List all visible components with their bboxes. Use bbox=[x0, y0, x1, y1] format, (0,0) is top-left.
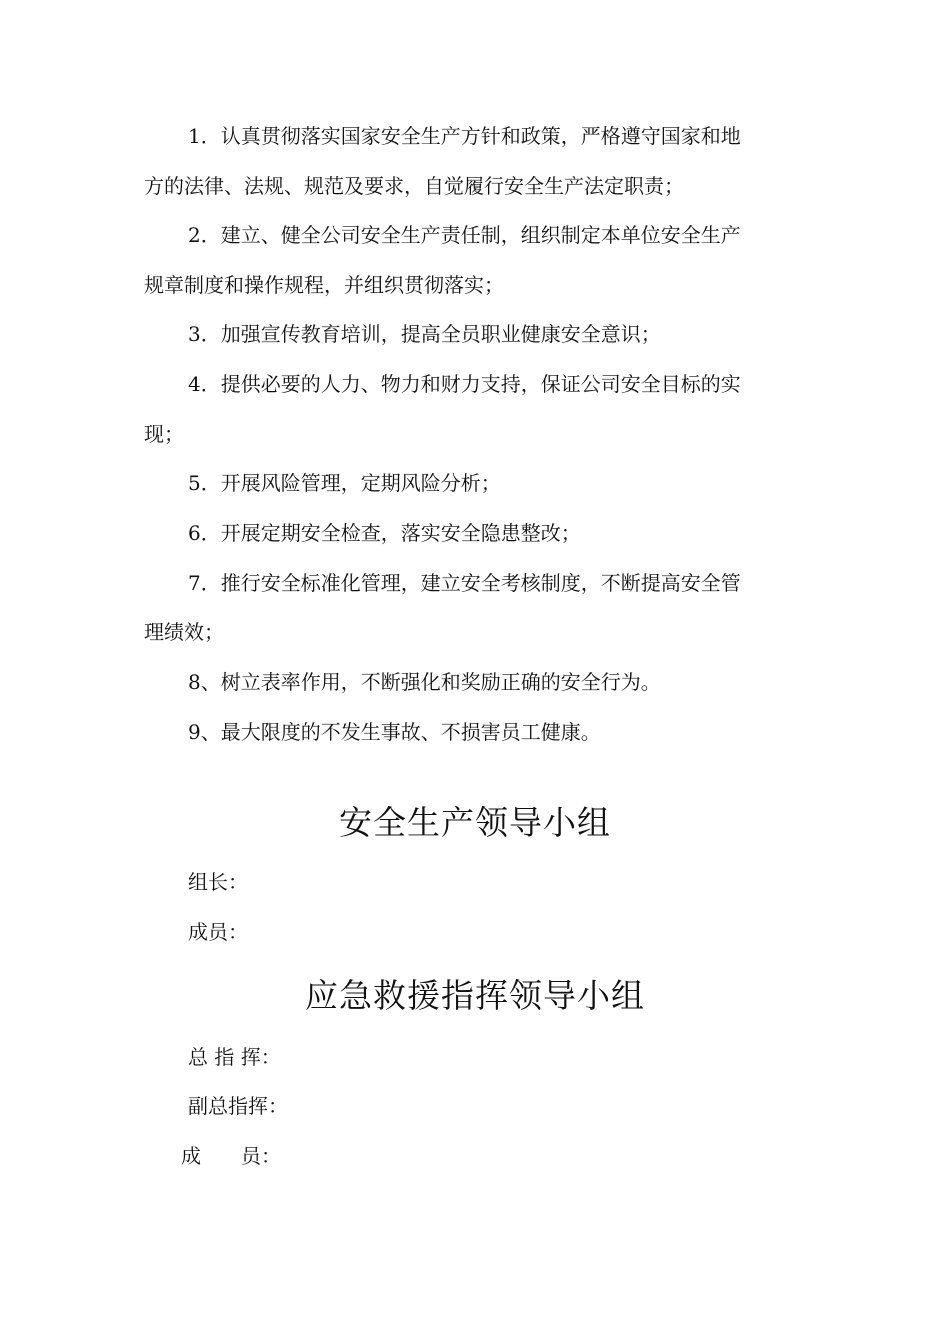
emergency-deputy-label: 副总指挥： bbox=[188, 1094, 288, 1118]
emergency-commander-label: 总 指 挥： bbox=[188, 1045, 281, 1069]
duty-item-7-line-1: 7．推行安全标准化管理，建立安全考核制度，不断提高安全管 bbox=[188, 571, 741, 595]
duty-item-8: 8、树立表率作用，不断强化和奖励正确的安全行为。 bbox=[188, 670, 661, 694]
duty-item-4-line-2: 现； bbox=[144, 422, 184, 446]
duty-item-7-line-2: 理绩效； bbox=[144, 620, 224, 644]
safety-group-leader-label: 组长： bbox=[188, 870, 248, 894]
duty-item-9: 9、最大限度的不发生事故、不损害员工健康。 bbox=[188, 720, 601, 744]
safety-group-members-label: 成员： bbox=[188, 920, 248, 944]
duty-item-1-line-1: 1．认真贯彻落实国家安全生产方针和政策，严格遵守国家和地 bbox=[188, 124, 741, 148]
safety-group-title: 安全生产领导小组 bbox=[339, 803, 611, 842]
emergency-group-title: 应急救援指挥领导小组 bbox=[305, 976, 645, 1015]
duty-item-2-line-2: 规章制度和操作规程，并组织贯彻落实； bbox=[144, 273, 504, 297]
emergency-members-label: 成 员： bbox=[181, 1144, 281, 1168]
duty-item-3: 3．加强宣传教育培训，提高全员职业健康安全意识； bbox=[188, 322, 661, 346]
duty-item-1-line-2: 方的法律、法规、规范及要求，自觉履行安全生产法定职责； bbox=[144, 174, 684, 198]
duty-item-2-line-1: 2．建立、健全公司安全生产责任制，组织制定本单位安全生产 bbox=[188, 223, 741, 247]
duty-item-4-line-1: 4．提供必要的人力、物力和财力支持，保证公司安全目标的实 bbox=[188, 372, 741, 396]
duty-item-5: 5．开展风险管理，定期风险分析； bbox=[188, 471, 501, 495]
duty-item-6: 6．开展定期安全检查，落实安全隐患整改； bbox=[188, 521, 581, 545]
